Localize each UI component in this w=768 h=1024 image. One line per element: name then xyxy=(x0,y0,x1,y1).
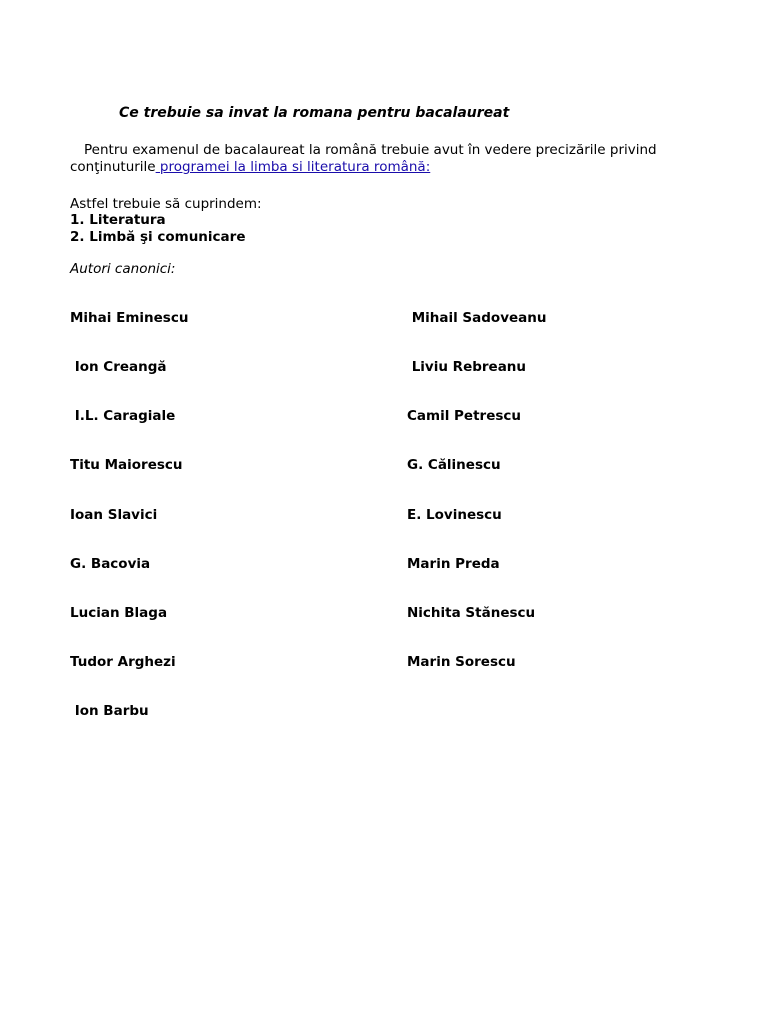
authors-heading: Autori canonici: xyxy=(70,261,176,277)
author-name: Liviu Rebreanu xyxy=(407,359,527,376)
author-name: G. Bacovia xyxy=(70,555,151,572)
author-name: G. Călinescu xyxy=(407,457,501,474)
author-name: Titu Maiorescu xyxy=(70,457,183,474)
author-name: Ioan Slavici xyxy=(70,506,158,523)
author-name: Lucian Blaga xyxy=(70,605,168,622)
authors-right-column xyxy=(407,277,547,687)
author-name: Ion Creangă xyxy=(70,359,167,376)
intro-paragraph xyxy=(70,142,710,176)
author-name: Tudor Arghezi xyxy=(70,654,176,671)
author-name: Marin Preda xyxy=(407,555,500,572)
author-name: Marin Sorescu xyxy=(407,654,516,671)
document-title: Ce trebuie sa invat la romana pentru bacalaureat xyxy=(119,105,510,121)
author-name: Ion Barbu xyxy=(70,703,149,720)
section-intro: Astfel trebuie să cuprindem: xyxy=(70,196,262,212)
author-name: I.L. Caragiale xyxy=(70,408,176,425)
program-link[interactable]: programei la limba si literatura română: xyxy=(155,159,431,175)
author-name: Mihail Sadoveanu xyxy=(407,309,547,326)
authors-left-column xyxy=(70,277,188,736)
author-name: Nichita Stănescu xyxy=(407,605,536,622)
author-name: E. Lovinescu xyxy=(407,506,502,523)
intro-text: Pentru examenul de bacalaureat la română trebuie avut în vedere precizările privind conţinuturile xyxy=(70,142,657,175)
section-item-literatura: 1. Literatura xyxy=(70,212,166,228)
author-name: Mihai Eminescu xyxy=(70,309,189,326)
section-item-limba: 2. Limbă şi comunicare xyxy=(70,229,246,245)
author-name: Camil Petrescu xyxy=(407,408,522,425)
